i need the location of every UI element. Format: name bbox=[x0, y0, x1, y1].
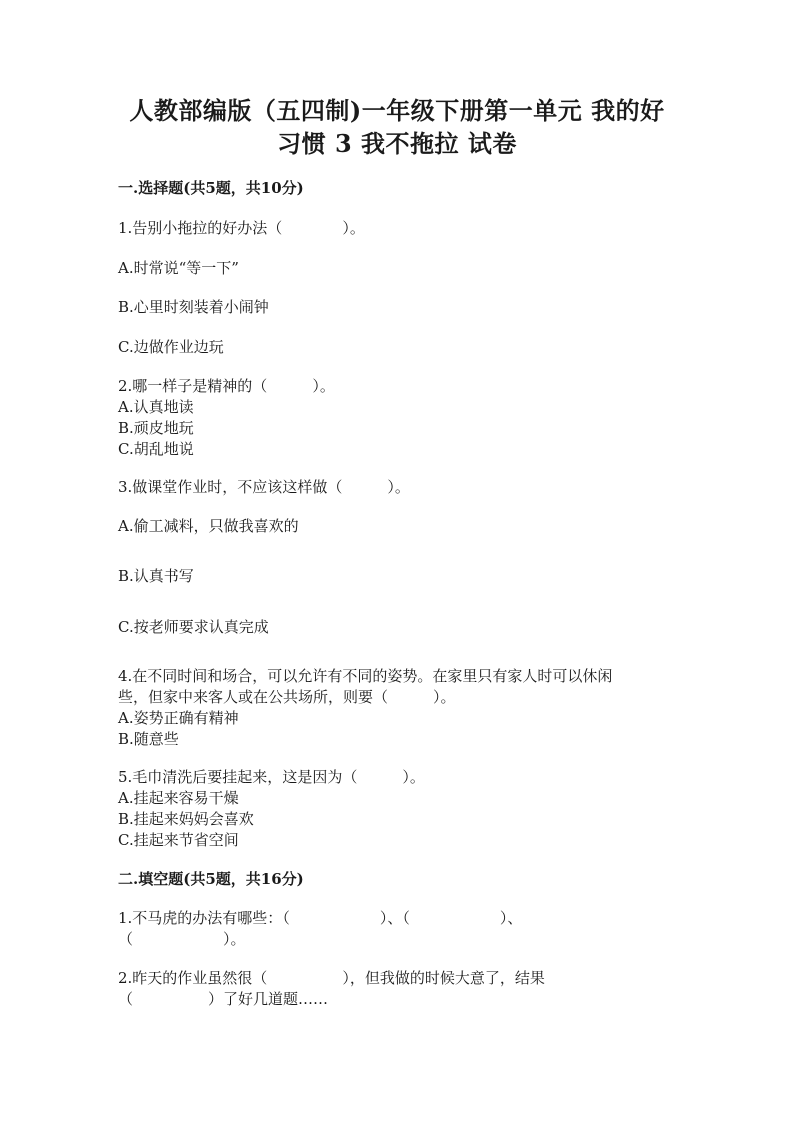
question-stem-line-1: 1.不马虎的办法有哪些：（ ）、（ ）、 bbox=[118, 909, 523, 927]
question-stem-line-2: （ ）。 bbox=[118, 930, 246, 948]
question-stem-line-1: 4.在不同时间和场合，可以允许有不同的姿势。在家里只有家人时可以休闲 bbox=[118, 667, 613, 685]
option-b: B.顽皮地玩 bbox=[118, 419, 194, 437]
option-a: A.姿势正确有精神 bbox=[118, 709, 239, 727]
question-stem: 2.哪一样子是精神的（ ）。 bbox=[118, 377, 335, 395]
option-c: C.边做作业边玩 bbox=[118, 338, 224, 356]
question-stem-line-2: （ ）了好几道题…… bbox=[118, 990, 329, 1008]
question-stem: 5.毛巾清洗后要挂起来，这是因为（ ）。 bbox=[118, 768, 425, 786]
option-b: B.挂起来妈妈会喜欢 bbox=[118, 810, 254, 828]
section-heading-fill-in: 二.填空题(共5题，共16分) bbox=[118, 870, 304, 888]
section-heading-choice: 一.选择题(共5题，共10分) bbox=[118, 179, 304, 197]
option-a: A.挂起来容易干燥 bbox=[118, 789, 239, 807]
exam-title-line-2: 习惯 3 我不拖拉 试卷 bbox=[277, 129, 517, 158]
question-stem: 3.做课堂作业时，不应该这样做（ ）。 bbox=[118, 478, 410, 496]
question-stem: 1.告别小拖拉的好办法（ ）。 bbox=[118, 219, 365, 237]
option-b: B.随意些 bbox=[118, 730, 179, 748]
option-b: B.认真书写 bbox=[118, 567, 194, 585]
question-stem-line-1: 2.昨天的作业虽然很（ ），但我做的时候大意了，结果 bbox=[118, 969, 545, 987]
exam-title-line-1: 人教部编版（五四制)一年级下册第一单元 我的好 bbox=[129, 96, 665, 125]
option-a: A.时常说“等一下” bbox=[118, 259, 239, 277]
option-c: C.挂起来节省空间 bbox=[118, 831, 239, 849]
option-c: C.按老师要求认真完成 bbox=[118, 618, 269, 636]
option-b: B.心里时刻装着小闹钟 bbox=[118, 298, 269, 316]
option-c: C.胡乱地说 bbox=[118, 440, 194, 458]
option-a: A.偷工减料，只做我喜欢的 bbox=[118, 517, 299, 535]
option-a: A.认真地读 bbox=[118, 398, 194, 416]
question-stem-line-2: 些，但家中来客人或在公共场所，则要（ ）。 bbox=[118, 688, 456, 706]
